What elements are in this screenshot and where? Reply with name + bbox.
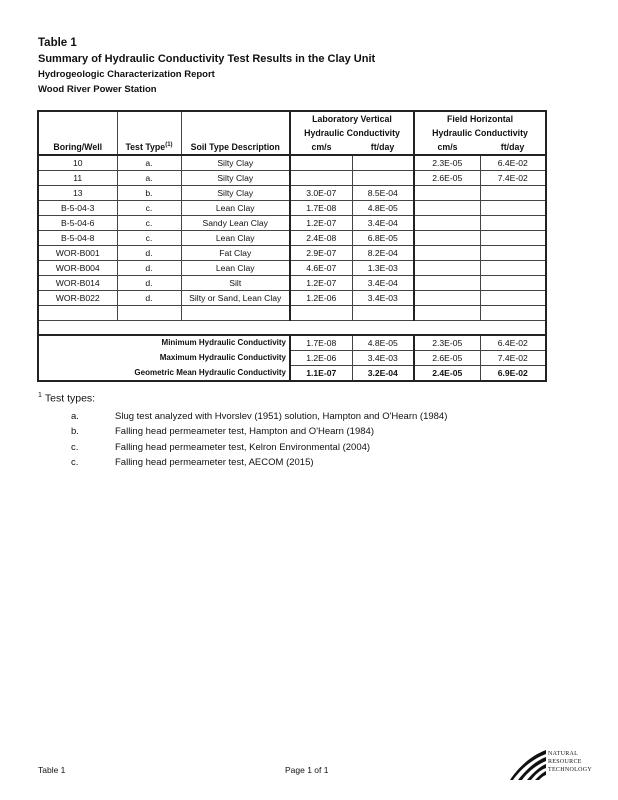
table-row [38, 186, 546, 201]
blank-cell [414, 306, 480, 321]
spacer-row [38, 321, 546, 336]
summary-field-cms: 2.3E-05 [414, 335, 480, 351]
cell-boring: B-5-04-3 [38, 201, 117, 216]
footnote-key: c. [71, 441, 79, 453]
footnote-key: b. [71, 426, 79, 437]
footer-page-number: Page 1 of 1 [285, 765, 329, 775]
cell-lab-ftd: 1.3E-03 [352, 261, 414, 276]
cell-lab-cms: 1.7E-08 [290, 201, 352, 216]
cell-test-type: c. [117, 231, 181, 246]
cell-field-cms [414, 201, 480, 216]
cell-boring: WOR-B001 [38, 246, 117, 261]
col-field-ftd: ft/day [480, 140, 546, 155]
blank-cell [352, 306, 414, 321]
col-lab-ftd: ft/day [352, 140, 414, 155]
col-test-type: Test Type$^{(1)}$ [117, 140, 181, 155]
cell-field-ftd [480, 261, 546, 276]
cell-soil: Lean Clay [181, 201, 290, 216]
footnotes [38, 392, 447, 471]
cell-soil: Lean Clay [181, 261, 290, 276]
cell-lab-cms: 3.0E-07 [290, 186, 352, 201]
results-table [37, 110, 547, 382]
blank-cell [181, 306, 290, 321]
footer-left: Table 1 [38, 765, 66, 775]
summary-lab-cms: 1.2E-06 [290, 351, 352, 366]
summary-field-ftd: 7.4E-02 [480, 351, 546, 366]
footnote-text: Falling head permeameter test, Kelron Environmental (2004) [115, 441, 371, 453]
cell-soil: Lean Clay [181, 231, 290, 246]
cell-boring: B-5-04-8 [38, 231, 117, 246]
cell-field-cms: 2.6E-05 [414, 171, 480, 186]
cell-lab-ftd: 6.8E-05 [352, 231, 414, 246]
col-lab-cms: cm/s [290, 140, 352, 155]
lab-group-header-2: Hydraulic Conductivity [290, 126, 414, 140]
footnote-item [38, 440, 447, 456]
report-name: Hydrogeologic Characterization Report [38, 69, 215, 80]
field-group-header-1: Field Horizontal [414, 111, 546, 126]
footnote-text: Falling head permeameter test, AECOM (2015) [115, 457, 314, 468]
blank-cell [38, 306, 117, 321]
cell-boring: WOR-B014 [38, 276, 117, 291]
cell-lab-ftd: 4.8E-05 [352, 201, 414, 216]
table-row [38, 291, 546, 306]
table-row [38, 261, 546, 276]
lab-group-header-1: Laboratory Vertical [290, 111, 414, 126]
blank-cell [117, 306, 181, 321]
summary-field-cms: 2.6E-05 [414, 351, 480, 366]
footnote-item [38, 424, 447, 440]
cell-lab-ftd: 8.5E-04 [352, 186, 414, 201]
blank-cell [290, 306, 352, 321]
cell-field-cms [414, 216, 480, 231]
cell-field-ftd [480, 201, 546, 216]
table-row [38, 246, 546, 261]
cell-soil: Silt [181, 276, 290, 291]
cell-lab-cms: 1.2E-07 [290, 216, 352, 231]
footnote-text: Falling head permeameter test, Hampton and O'Hearn (1984) [115, 426, 374, 437]
summary-row [38, 366, 546, 382]
blank-cell [480, 306, 546, 321]
cell-test-type: d. [117, 291, 181, 306]
summary-lab-cms: 1.7E-08 [290, 335, 352, 351]
cell-soil: Silty Clay [181, 171, 290, 186]
summary-field-ftd: 6.9E-02 [480, 366, 546, 382]
summary-lab-ftd: 4.8E-05 [352, 335, 414, 351]
blank-row [38, 306, 546, 321]
cell-test-type: d. [117, 276, 181, 291]
cell-field-ftd [480, 291, 546, 306]
cell-boring: 10 [38, 155, 117, 171]
cell-field-cms [414, 246, 480, 261]
cell-lab-cms [290, 171, 352, 186]
table-row [38, 276, 546, 291]
cell-test-type: c. [117, 216, 181, 231]
cell-test-type: a. [117, 155, 181, 171]
cell-test-type: a. [117, 171, 181, 186]
cell-field-cms: 2.3E-05 [414, 155, 480, 171]
summary-field-ftd: 6.4E-02 [480, 335, 546, 351]
cell-lab-ftd: 3.4E-03 [352, 291, 414, 306]
spacer-cell [38, 321, 546, 336]
cell-soil: Sandy Lean Clay [181, 216, 290, 231]
cell-soil: Silty Clay [181, 186, 290, 201]
summary-label: Maximum Hydraulic Conductivity [38, 351, 290, 366]
cell-field-ftd [480, 276, 546, 291]
table-title: Summary of Hydraulic Conductivity Test Results in the Clay Unit [38, 53, 376, 65]
cell-field-cms [414, 231, 480, 246]
footnote-item [38, 455, 447, 471]
company-logo-text: NATURAL RESOURCE TECHNOLOGY [548, 751, 592, 773]
cell-field-cms [414, 261, 480, 276]
cell-field-ftd [480, 186, 546, 201]
footnote-key: a. [71, 410, 79, 422]
cell-lab-ftd: 3.4E-04 [352, 216, 414, 231]
cell-lab-ftd: 8.2E-04 [352, 246, 414, 261]
col-soil: Soil Type Description [181, 140, 290, 155]
cell-lab-ftd: 3.4E-04 [352, 276, 414, 291]
footnote-list [38, 409, 447, 471]
field-group-header-2: Hydraulic Conductivity [414, 126, 546, 140]
cell-lab-cms: 2.4E-08 [290, 231, 352, 246]
summary-lab-ftd: 3.2E-04 [352, 366, 414, 382]
cell-field-cms [414, 291, 480, 306]
cell-soil: Fat Clay [181, 246, 290, 261]
col-field-cms: cm/s [414, 140, 480, 155]
cell-boring: WOR-B004 [38, 261, 117, 276]
summary-row [38, 335, 546, 351]
cell-lab-cms: 2.9E-07 [290, 246, 352, 261]
cell-test-type: d. [117, 246, 181, 261]
cell-lab-cms: 4.6E-07 [290, 261, 352, 276]
footnote-item [38, 409, 447, 425]
cell-boring: 13 [38, 186, 117, 201]
footnote-text: Slug test analyzed with Hvorslev (1951) solution, Hampton and O'Hearn (1984) [115, 410, 448, 422]
table-number: Table 1 [38, 37, 77, 49]
cell-lab-ftd [352, 171, 414, 186]
cell-boring: B-5-04-6 [38, 216, 117, 231]
summary-row [38, 351, 546, 366]
cell-test-type: c. [117, 201, 181, 216]
cell-soil: Silty or Sand, Lean Clay [181, 291, 290, 306]
title-block [38, 36, 375, 97]
cell-soil: Silty Clay [181, 155, 290, 171]
cell-field-ftd [480, 231, 546, 246]
summary-lab-ftd: 3.4E-03 [352, 351, 414, 366]
cell-boring: WOR-B022 [38, 291, 117, 306]
footnote-heading: $^1$ Test types: [38, 392, 96, 405]
cell-lab-cms [290, 155, 352, 171]
cell-lab-ftd [352, 155, 414, 171]
table-row [38, 171, 546, 186]
cell-test-type: d. [117, 261, 181, 276]
summary-field-cms: 2.4E-05 [414, 366, 480, 382]
table-row [38, 231, 546, 246]
cell-test-type: b. [117, 186, 181, 201]
site-name: Wood River Power Station [38, 84, 157, 95]
cell-field-ftd [480, 246, 546, 261]
table-row [38, 216, 546, 231]
cell-field-cms [414, 186, 480, 201]
table-row [38, 155, 546, 171]
table-row [38, 201, 546, 216]
cell-lab-cms: 1.2E-06 [290, 291, 352, 306]
summary-lab-cms: 1.1E-07 [290, 366, 352, 382]
col-boring: Boring/Well [38, 140, 117, 155]
cell-boring: 11 [38, 171, 117, 186]
summary-label: Geometric Mean Hydraulic Conductivity [38, 366, 290, 382]
summary-label: Minimum Hydraulic Conductivity [38, 335, 290, 351]
cell-lab-cms: 1.2E-07 [290, 276, 352, 291]
cell-field-cms [414, 276, 480, 291]
cell-field-ftd [480, 216, 546, 231]
cell-field-ftd: 7.4E-02 [480, 171, 546, 186]
cell-field-ftd: 6.4E-02 [480, 155, 546, 171]
footnote-key: c. [71, 457, 79, 468]
